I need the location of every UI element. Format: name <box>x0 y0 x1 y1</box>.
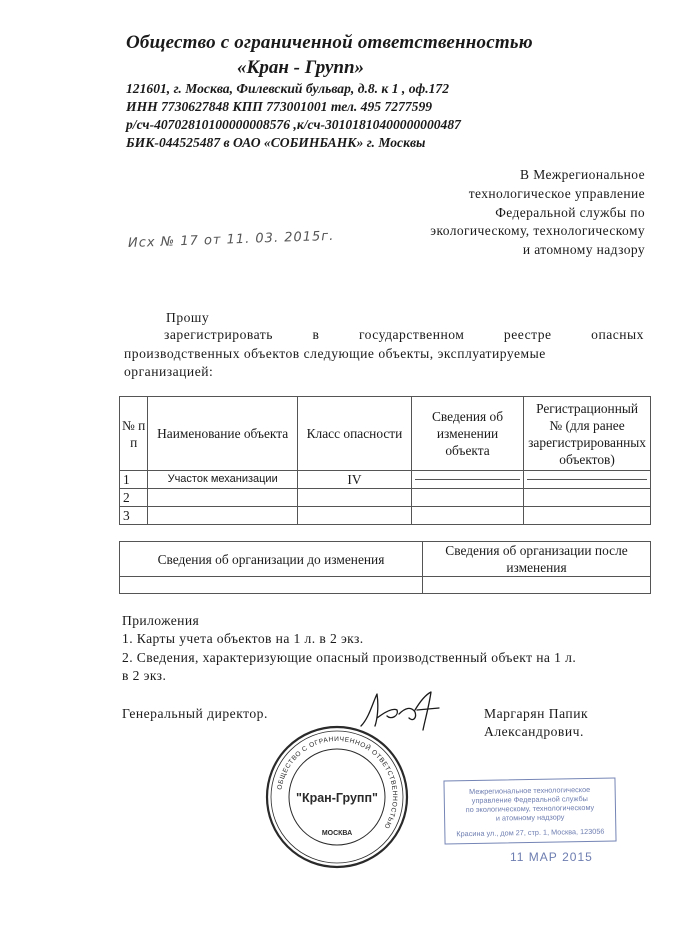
table-row <box>120 471 651 489</box>
cell-class <box>298 507 412 525</box>
attachment-item: 2. Сведения, характеризующие опасный производственный объект на 1 л. <box>122 650 577 665</box>
org-accounts: р/сч-40702810100000008576 ,к/сч-30101810400000000487 <box>126 117 461 132</box>
table-row <box>120 507 651 525</box>
request-word: государственном <box>358 327 465 342</box>
seal-center-text: "Кран-Групп" <box>296 791 378 805</box>
stamp-line: по экологическому, технологическому <box>465 802 595 815</box>
cell-class <box>298 489 412 507</box>
org-info-table <box>119 541 651 594</box>
stamp-line: Межрегиональное технологическое <box>469 784 591 797</box>
cell-name <box>148 507 298 525</box>
col-header-before: Сведения об организации до изменения <box>120 542 423 577</box>
outgoing-reference: Исх № 17 от 11. 03. 2015г. <box>127 228 335 251</box>
objects-table <box>119 396 651 525</box>
attachments-title: Приложения <box>122 613 200 628</box>
request-word: в <box>312 327 320 342</box>
received-stamp <box>443 778 616 845</box>
cell-reg <box>524 507 651 525</box>
org-name-line2: «Кран - Групп» <box>237 57 365 78</box>
recipient-line: Федеральной службы по <box>495 204 645 220</box>
cell-name: Участок механизации <box>148 471 298 489</box>
attachment-item: в 2 экз. <box>122 668 167 683</box>
stamp-line: Красина ул., дом 27, стр. 1, Москва, 123056 <box>456 826 605 839</box>
request-line3: производственных объектов следующие объекты, эксплуатируемые <box>124 346 546 361</box>
svg-text:ОБЩЕСТВО С ОГРАНИЧЕННОЙ ОТВЕТС <box>276 736 398 830</box>
request-line4: организацией: <box>124 364 214 379</box>
table-header-row <box>120 397 651 471</box>
cell-num: 3 <box>120 507 148 525</box>
dash-line <box>527 479 647 480</box>
attachment-item: 1. Карты учета объектов на 1 л. в 2 экз. <box>122 631 364 646</box>
table-row <box>120 577 651 594</box>
request-word: опасных <box>591 327 644 342</box>
dash-line <box>415 479 520 480</box>
col-header-reg: Регистрационный № (для ранее зарегистрированных объектов) <box>524 397 651 471</box>
col-header-name: Наименование объекта <box>148 397 298 471</box>
received-date: 11 МАР 2015 <box>510 850 593 864</box>
request-word: зарегистрировать <box>164 327 273 342</box>
org-name-line1: Общество с ограниченной ответственностью <box>126 32 533 53</box>
col-header-num: № п п <box>120 397 148 471</box>
stamp-line: и атомному надзору <box>495 812 565 823</box>
cell-changes <box>411 507 523 525</box>
signatory-position: Генеральный директор. <box>122 706 268 721</box>
cell-class: IV <box>298 471 412 489</box>
cell-after <box>423 577 651 594</box>
request-word: реестре <box>503 327 552 342</box>
table-header-row <box>120 542 651 577</box>
org-bank: БИК-044525487 в ОАО «СОБИНБАНК» г. Москвы <box>126 135 426 150</box>
stamp-line: управление Федеральной службы <box>471 793 588 806</box>
cell-reg <box>524 489 651 507</box>
col-header-changes: Сведения об изменении объекта <box>411 397 523 471</box>
recipient-line: В Межрегиональное <box>520 167 645 182</box>
cell-num: 1 <box>120 471 148 489</box>
recipient-line: и атомному надзору <box>522 242 645 258</box>
recipient-block <box>430 166 645 260</box>
recipient-line: экологическому, технологическому <box>430 223 645 239</box>
cell-changes <box>411 471 523 489</box>
cell-changes <box>411 489 523 507</box>
seal-city: МОСКВА <box>321 830 353 837</box>
cell-reg <box>524 471 651 489</box>
company-seal <box>263 723 411 871</box>
org-address: 121601, г. Москва, Филевский бульвар, д.8. к 1 , оф.172 <box>126 81 450 96</box>
cell-num: 2 <box>120 489 148 507</box>
request-line2 <box>164 327 644 343</box>
cell-before <box>120 577 423 594</box>
table-row <box>120 489 651 507</box>
col-header-after: Сведения об организации после изменения <box>423 542 651 577</box>
signatory-name-2: Александрович. <box>484 724 584 739</box>
org-inn-kpp: ИНН 7730627848 КПП 773001001 тел. 495 7277599 <box>126 99 433 114</box>
signatory-name-1: Маргарян Папик <box>484 706 589 721</box>
request-line1: Прошу <box>166 310 210 325</box>
seal-ring-text: ОБЩЕСТВО С ОГРАНИЧЕННОЙ ОТВЕТСТВЕННОСТЬЮ <box>276 735 399 830</box>
recipient-line: технологическое управление <box>468 185 645 201</box>
cell-name <box>148 489 298 507</box>
col-header-class: Класс опасности <box>298 397 412 471</box>
